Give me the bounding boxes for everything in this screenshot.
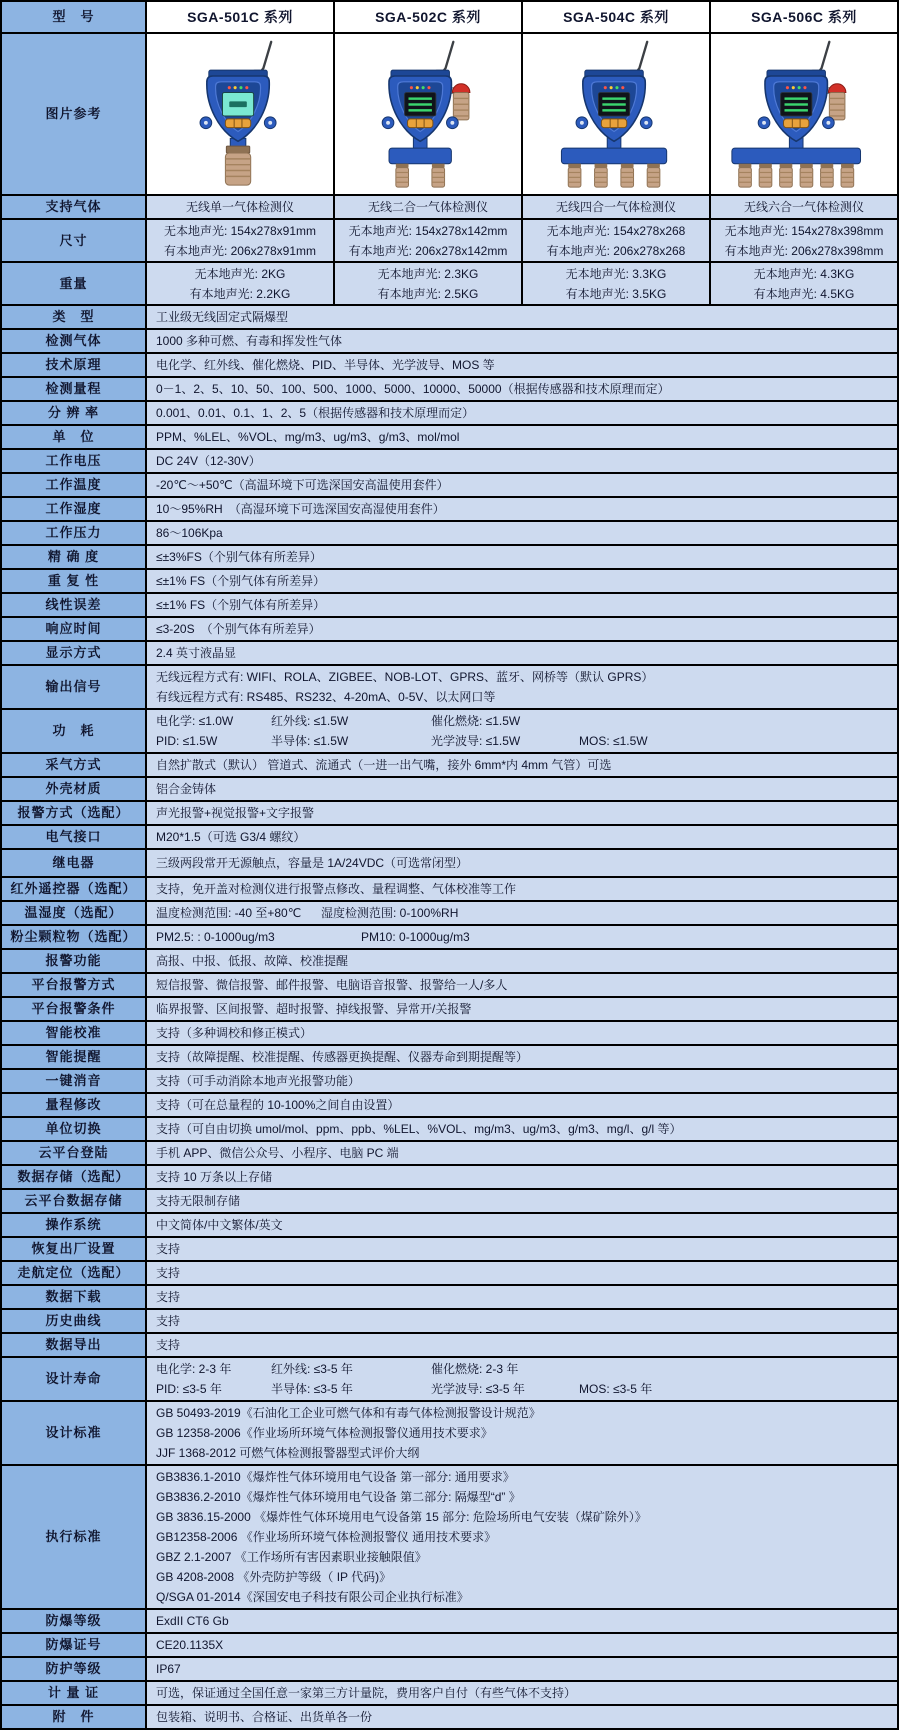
product-image-row	[2, 34, 897, 196]
dimension-value: 无本地声光: 154x278x142mm 有本地声光: 206x278x142mm	[335, 220, 523, 261]
dimension-value: 无本地声光: 154x278x91mm 有本地声光: 206x278x91mm	[147, 220, 335, 261]
spec-row	[2, 450, 897, 474]
supported-gas-value: 无线二合一气体检测仪	[335, 196, 523, 218]
spec-row-value: 短信报警、微信报警、邮件报警、电脑语音报警、报警给一人/多人	[147, 974, 897, 996]
spec-row-value: ≤±1% FS（个别气体有所差异）	[147, 570, 897, 592]
spec-row-value: 电化学: ≤1.0W 红外线: ≤1.5W 催化燃烧: ≤1.5W PID: ≤1.5W 半导体: ≤1.5W 光学波导: ≤1.5W MOS: ≤1.5W	[147, 710, 897, 752]
spec-row	[2, 570, 897, 594]
device-image-sga504c	[523, 34, 711, 194]
spec-row-value: 0.001、0.01、0.1、1、2、5（根据传感器和技术原理而定）	[147, 402, 897, 424]
spec-row	[2, 902, 897, 926]
spec-row-label: 走航定位（选配）	[2, 1262, 147, 1284]
spec-row-label: 防爆证号	[2, 1634, 147, 1656]
model-name-sga501c: SGA-501C 系列	[147, 2, 335, 32]
spec-row	[2, 1238, 897, 1262]
spec-row	[2, 1634, 897, 1658]
spec-row	[2, 1310, 897, 1334]
spec-row-label: 附 件	[2, 1706, 147, 1728]
spec-row-value: 支持，免开盖对检测仪进行报警点修改、量程调整、气体校准等工作	[147, 878, 897, 900]
spec-row-value: 支持	[147, 1238, 897, 1260]
spec-row-label: 精 确 度	[2, 546, 147, 568]
supported-gas-row	[2, 196, 897, 220]
spec-row	[2, 546, 897, 570]
spec-row-label: 报警功能	[2, 950, 147, 972]
spec-row-label: 技术原理	[2, 354, 147, 376]
weight-row	[2, 263, 897, 306]
spec-row-label: 分 辨 率	[2, 402, 147, 424]
spec-row-label: 线性误差	[2, 594, 147, 616]
spec-row-label: 报警方式（选配）	[2, 802, 147, 824]
supported-gas-value: 无线四合一气体检测仪	[523, 196, 711, 218]
spec-row-value: 支持	[147, 1286, 897, 1308]
spec-row-label: 红外遥控器（选配）	[2, 878, 147, 900]
spec-row-value: M20*1.5（可选 G3/4 螺纹）	[147, 826, 897, 848]
spec-row	[2, 1610, 897, 1634]
spec-row-value: 手机 APP、微信公众号、小程序、电脑 PC 端	[147, 1142, 897, 1164]
spec-row	[2, 802, 897, 826]
spec-rows	[2, 306, 897, 1728]
spec-row	[2, 710, 897, 754]
spec-row	[2, 1706, 897, 1728]
spec-row	[2, 1214, 897, 1238]
spec-row	[2, 998, 897, 1022]
spec-row-label: 外壳材质	[2, 778, 147, 800]
spec-row-value: 支持无限制存储	[147, 1190, 897, 1212]
spec-row-label: 工作电压	[2, 450, 147, 472]
spec-row-label: 云平台登陆	[2, 1142, 147, 1164]
spec-row	[2, 354, 897, 378]
spec-row	[2, 522, 897, 546]
model-name-sga504c: SGA-504C 系列	[523, 2, 711, 32]
spec-row-label: 设计标准	[2, 1402, 147, 1464]
spec-row	[2, 1286, 897, 1310]
spec-row-label: 输出信号	[2, 666, 147, 708]
spec-row-label: 智能提醒	[2, 1046, 147, 1068]
supported-gas-label: 支持气体	[2, 196, 147, 218]
spec-row	[2, 1402, 897, 1466]
spec-row-label: 平台报警条件	[2, 998, 147, 1020]
spec-row-value: 支持（可自由切换 umol/mol、ppm、ppb、%LEL、%VOL、mg/m3、ug/m3、g/m3、mg/l、g/l 等）	[147, 1118, 897, 1140]
spec-row-label: 智能校准	[2, 1022, 147, 1044]
weight-value: 无本地声光: 2KG 有本地声光: 2.2KG	[147, 263, 335, 304]
spec-row-label: 量程修改	[2, 1094, 147, 1116]
spec-row	[2, 1682, 897, 1706]
spec-row-label: 显示方式	[2, 642, 147, 664]
spec-row-value: 支持（故障提醒、校准提醒、传感器更换提醒、仪器寿命到期提醒等）	[147, 1046, 897, 1068]
spec-row-label: 数据存储（选配）	[2, 1166, 147, 1188]
spec-row	[2, 826, 897, 850]
spec-row	[2, 1142, 897, 1166]
device-image-sga501c	[147, 34, 335, 194]
dimension-row	[2, 220, 897, 263]
spec-row-label: 操作系统	[2, 1214, 147, 1236]
supported-gas-value: 无线六合一气体检测仪	[711, 196, 897, 218]
spec-row-label: 电气接口	[2, 826, 147, 848]
spec-row-label: 恢复出厂设置	[2, 1238, 147, 1260]
spec-row-label: 粉尘颗粒物（选配）	[2, 926, 147, 948]
spec-row	[2, 330, 897, 354]
spec-row-value: ≤±3%FS（个别气体有所差异）	[147, 546, 897, 568]
table-header-row	[2, 2, 897, 34]
spec-row-value: 支持（可手动消除本地声光报警功能）	[147, 1070, 897, 1092]
spec-row	[2, 1466, 897, 1610]
spec-row-label: 工作压力	[2, 522, 147, 544]
spec-row-label: 一键消音	[2, 1070, 147, 1092]
device-image-sga502c	[335, 34, 523, 194]
spec-row-value: DC 24V（12-30V）	[147, 450, 897, 472]
spec-row-value: 86～106Kpa	[147, 522, 897, 544]
spec-row-value: 温度检测范围: -40 至+80℃ 湿度检测范围: 0-100%RH	[147, 902, 897, 924]
spec-row	[2, 378, 897, 402]
weight-label: 重量	[2, 263, 147, 304]
spec-row-label: 数据导出	[2, 1334, 147, 1356]
spec-row-label: 防爆等级	[2, 1610, 147, 1632]
spec-row-label: 防护等级	[2, 1658, 147, 1680]
spec-row-value: GB3836.1-2010《爆炸性气体环境用电气设备 第一部分: 通用要求》 GB3836.2-2010《爆炸性气体环境用电气设备 第二部分: 隔爆型“d” 》 GB 3836.15-2000 《爆炸性气体环境用电气设备第 15 部分: 危险场所电气安装（煤矿除外）》 GB12358-2006 《作业场所环境气体检测报警仪 通用技术要求》 GBZ 2.1-2007 《工作场所有害因素职业接触限值》 GB 4208-2008 《外壳防护等级（ IP 代码)》 Q/SGA 01-2014《深国安电子科技有限公司企业执行标准》	[147, 1466, 897, 1608]
model-name-sga506c: SGA-506C 系列	[711, 2, 897, 32]
spec-row	[2, 926, 897, 950]
spec-row-label: 重 复 性	[2, 570, 147, 592]
spec-row-value: 中文简体/中文繁体/英文	[147, 1214, 897, 1236]
spec-row-value: 1000 多种可燃、有毒和挥发性气体	[147, 330, 897, 352]
spec-row-value: 包装箱、说明书、合格证、出货单各一份	[147, 1706, 897, 1728]
spec-row	[2, 426, 897, 450]
spec-row-value: ≤±1% FS（个别气体有所差异）	[147, 594, 897, 616]
spec-row	[2, 1658, 897, 1682]
spec-row-value: CE20.1135X	[147, 1634, 897, 1656]
dimension-value: 无本地声光: 154x278x268 有本地声光: 206x278x268	[523, 220, 711, 261]
spec-row	[2, 618, 897, 642]
spec-row	[2, 850, 897, 878]
spec-row-label: 继电器	[2, 850, 147, 876]
spec-row-value: 电化学: 2-3 年 红外线: ≤3-5 年 催化燃烧: 2-3 年 PID: ≤3-5 年 半导体: ≤3-5 年 光学波导: ≤3-5 年 MOS: ≤3-5 年	[147, 1358, 897, 1400]
supported-gas-value: 无线单一气体检测仪	[147, 196, 335, 218]
spec-row-label: 平台报警方式	[2, 974, 147, 996]
spec-row	[2, 474, 897, 498]
spec-row-value: 支持（多种调校和修正模式）	[147, 1022, 897, 1044]
spec-row-label: 单位切换	[2, 1118, 147, 1140]
spec-row-value: 临界报警、区间报警、超时报警、掉线报警、异常开/关报警	[147, 998, 897, 1020]
gas-detector-6in1-icon	[715, 37, 893, 191]
spec-row	[2, 642, 897, 666]
spec-row-value: 无线远程方式有: WIFI、ROLA、ZIGBEE、NOB-LOT、GPRS、蓝牙、网桥等（默认 GPRS） 有线远程方式有: RS485、RS232、4-20mA、0-5V、以太网口等	[147, 666, 897, 708]
spec-row	[2, 1358, 897, 1402]
spec-row-value: PM2.5: : 0-1000ug/m3 PM10: 0-1000ug/m3	[147, 926, 897, 948]
spec-row-value: 支持	[147, 1310, 897, 1332]
spec-row-value: 高报、中报、低报、故障、校准提醒	[147, 950, 897, 972]
model-name-sga502c: SGA-502C 系列	[335, 2, 523, 32]
spec-row-label: 计 量 证	[2, 1682, 147, 1704]
spec-row-value: 三级两段常开无源触点，容量是 1A/24VDC（可选常闭型）	[147, 850, 897, 876]
spec-row-value: GB 50493-2019《石油化工企业可燃气体和有毒气体检测报警设计规范》 GB 12358-2006《作业场所环境气体检测报警仪通用技术要求》 JJF 1368-2012 可燃气体检测报警器型式评价大纲	[147, 1402, 897, 1464]
spec-row-label: 检测量程	[2, 378, 147, 400]
spec-row-label: 云平台数据存储	[2, 1190, 147, 1212]
dimension-value: 无本地声光: 154x278x398mm 有本地声光: 206x278x398mm	[711, 220, 897, 261]
spec-row	[2, 1070, 897, 1094]
spec-row-value: PPM、%LEL、%VOL、mg/m3、ug/m3、g/m3、mol/mol	[147, 426, 897, 448]
spec-row	[2, 1046, 897, 1070]
spec-row-label: 功 耗	[2, 710, 147, 752]
spec-row-value: ≤3-20S （个别气体有所差异）	[147, 618, 897, 640]
spec-row	[2, 1262, 897, 1286]
spec-row	[2, 306, 897, 330]
spec-row-value: 可选，保证通过全国任意一家第三方计量院，费用客户自付（有些气体不支持）	[147, 1682, 897, 1704]
spec-row-value: 支持 10 万条以上存储	[147, 1166, 897, 1188]
spec-row	[2, 666, 897, 710]
model-header-label: 型 号	[2, 2, 147, 32]
spec-row	[2, 1094, 897, 1118]
spec-row-label: 执行标准	[2, 1466, 147, 1608]
gas-detector-4in1-icon	[527, 37, 705, 191]
spec-row-value: IP67	[147, 1658, 897, 1680]
spec-row	[2, 878, 897, 902]
spec-row-value: 声光报警+视觉报警+文字报警	[147, 802, 897, 824]
spec-row-value: 电化学、红外线、催化燃烧、PID、半导体、光学波导、MOS 等	[147, 354, 897, 376]
spec-row	[2, 1118, 897, 1142]
spec-row	[2, 778, 897, 802]
dimension-label: 尺寸	[2, 220, 147, 261]
spec-row-label: 工作湿度	[2, 498, 147, 520]
spec-row-value: 10～95%RH （高湿环境下可选深国安高湿使用套件）	[147, 498, 897, 520]
spec-row	[2, 1334, 897, 1358]
spec-row-label: 工作温度	[2, 474, 147, 496]
spec-row-value: 支持（可在总量程的 10-100%之间自由设置）	[147, 1094, 897, 1116]
weight-value: 无本地声光: 3.3KG 有本地声光: 3.5KG	[523, 263, 711, 304]
spec-row-value: 自然扩散式（默认） 管道式、流通式（一进一出气嘴，接外 6mm*内 4mm 气管）可选	[147, 754, 897, 776]
spec-row-value: -20℃～+50℃（高温环境下可选深国安高温使用套件）	[147, 474, 897, 496]
spec-row-value: 支持	[147, 1334, 897, 1356]
spec-row-label: 类 型	[2, 306, 147, 328]
gas-detector-2in1-icon	[339, 37, 517, 191]
spec-row-value: 铝合金铸体	[147, 778, 897, 800]
spec-row-label: 采气方式	[2, 754, 147, 776]
spec-row-value: 工业级无线固定式隔爆型	[147, 306, 897, 328]
spec-row-label: 温湿度（选配）	[2, 902, 147, 924]
spec-row-value: 0－1、2、5、10、50、100、500、1000、5000、10000、50000（根据传感器和技术原理而定）	[147, 378, 897, 400]
spec-row-label: 检测气体	[2, 330, 147, 352]
weight-value: 无本地声光: 2.3KG 有本地声光: 2.5KG	[335, 263, 523, 304]
spec-row-value: 支持	[147, 1262, 897, 1284]
spec-row	[2, 754, 897, 778]
spec-row	[2, 402, 897, 426]
spec-row-value: ExdII CT6 Gb	[147, 1610, 897, 1632]
spec-row	[2, 594, 897, 618]
spec-row	[2, 1166, 897, 1190]
spec-row-label: 单 位	[2, 426, 147, 448]
spec-row	[2, 1190, 897, 1214]
spec-row-value: 2.4 英寸液晶显	[147, 642, 897, 664]
weight-value: 无本地声光: 4.3KG 有本地声光: 4.5KG	[711, 263, 897, 304]
spec-row-label: 响应时间	[2, 618, 147, 640]
gas-detector-single-icon	[151, 37, 329, 191]
spec-row	[2, 950, 897, 974]
spec-row	[2, 974, 897, 998]
spec-row-label: 历史曲线	[2, 1310, 147, 1332]
device-image-sga506c	[711, 34, 897, 194]
spec-row-label: 数据下载	[2, 1286, 147, 1308]
spec-row-label: 设计寿命	[2, 1358, 147, 1400]
spec-row	[2, 1022, 897, 1046]
spec-row	[2, 498, 897, 522]
image-row-label: 图片参考	[2, 34, 147, 194]
